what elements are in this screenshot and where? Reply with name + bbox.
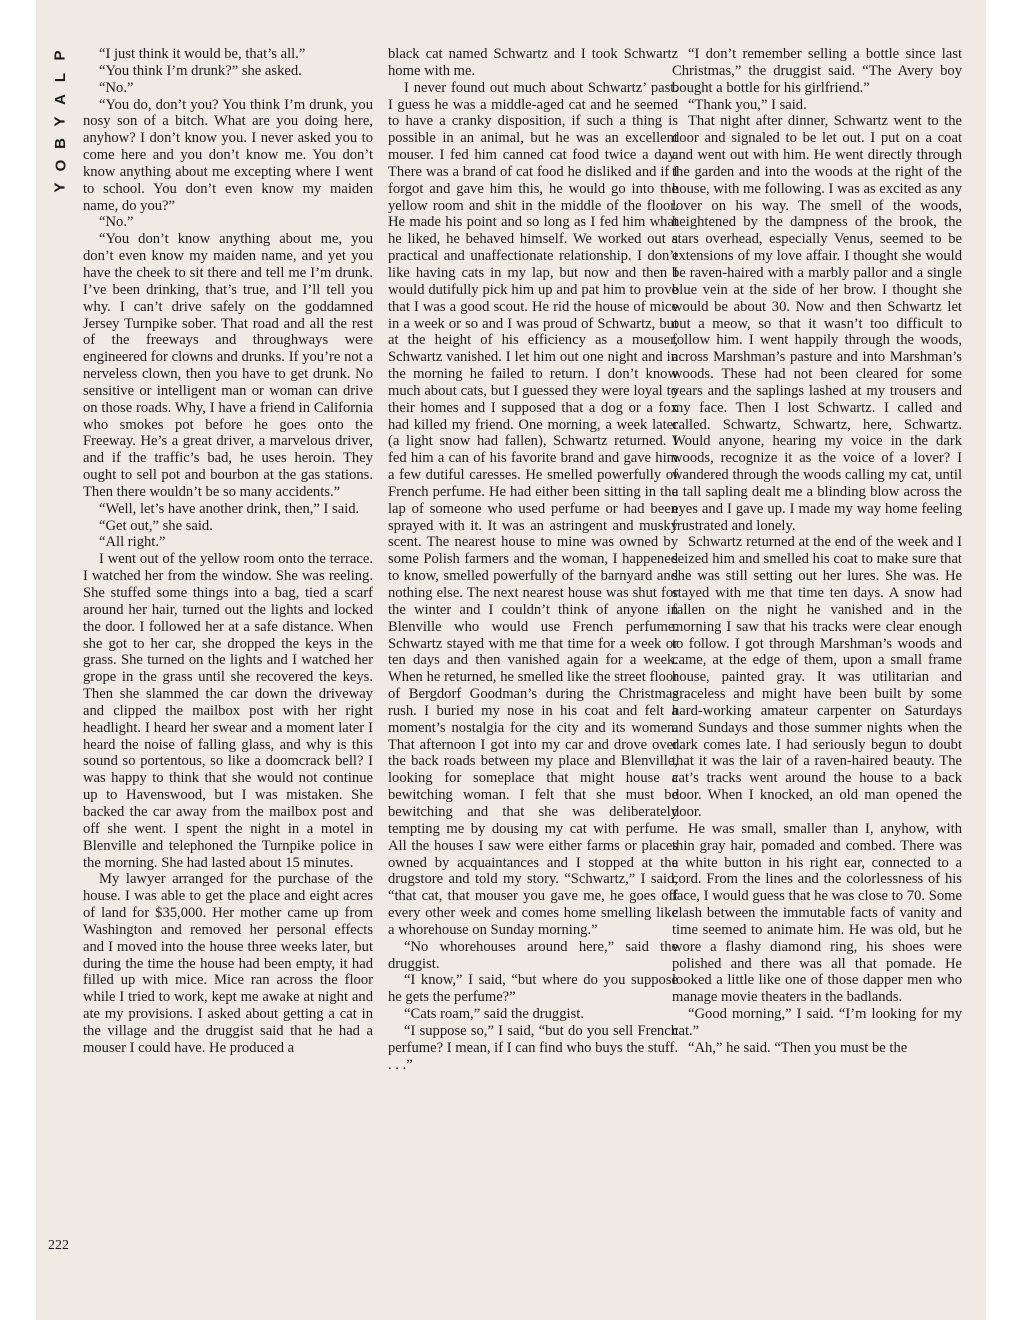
page-number: 222 (48, 1238, 69, 1253)
paragraph: He was small, smaller than I, anyhow, with thin gray hair, pomaded and combed. There was a white button in his right ear, connected to a cord. From the lines and the colorlessness of his face, I would guess that he was close to 70. Some clash between the immutable facts of vanity and time seemed to animate him. He was old, but he wore a flashy diamond ring, his shoes were polished and there was all that pomade. He looked a little like one of those dapper men who manage movie theaters in the badlands. (672, 820, 962, 1006)
paragraph: “You don’t know anything about me, you don’t even know my maiden name, and yet you have the cheek to sit there and tell me I’m drunk. I’ve been drinking, that’s true, and I’ll tell you why. I can’t drive safely on the goddamned Jersey Turnpike sober. That road and all the rest of the freeways and throughways were engineered for clowns and drunks. If you’re not a nerveless clown, then you have to get drunk. No sensitive or intelligent man or woman can drive on those roads. Why, I have a friend in California who smokes pot before he goes onto the Freeway. He’s a great driver, a marvelous driver, and if the traffic’s bad, he uses heroin. They ought to sell pot and bourbon at the gas stations. Then there wouldn’t be so many accidents.” (83, 231, 373, 500)
text-column-2 (388, 46, 678, 1073)
masthead-letter: P (51, 49, 69, 61)
paragraph: My lawyer arranged for the purchase of the house. I was able to get the place and eight acres of land for $35,000. Her mother came up from Washington and removed her personal effects and I moved into the house three weeks later, but during the time the house had been empty, it had filled up with mice. Mice ran across the floor while I tried to work, kept me awake at night and ate my provisions. I asked about getting a cat in the village and the druggist said that he had a mouser I could have. He produced a (83, 871, 373, 1056)
paragraph: That night after dinner, Schwartz went to the door and signaled to be let out. I put on a coat and went out with him. He went directly through the garden and into the woods at the right of the house, with me following. I was as excited as any lover on his way. The smell of the woods, heightened by the dampness of the brook, the stars overhead, especially Venus, seemed to be extensions of my love affair. I thought she would be raven-haired with a marbly pallor and a single blue vein at the side of her brow. I thought she would be about 30. Now and then Schwartz let out a meow, so that it wasn’t too difficult to follow him. I went happily through the woods, across Marshman’s pasture and into Marshman’s woods. These had not been cleared for some years and the saplings lashed at my trousers and my face. Then I lost Schwartz. I called and called. Schwartz, Schwartz, here, Schwartz. Would anyone, hearing my voice in the dark woods, recognize it as the voice of a lover? I wandered through the woods calling my cat, until a tall sapling dealt me a blinding blow across the eyes and I gave up. I made my way home feeling frustrated and lonely. (672, 113, 962, 534)
paragraph: “I don’t remember selling a bottle since last Christmas,” the druggist said. “The Avery boy bought a bottle for his girlfriend.” (672, 46, 962, 96)
paragraph: “Cats roam,” said the druggist. (404, 1006, 584, 1023)
paragraph: I went out of the yellow room onto the terrace. I watched her from the window. She was reeling. She stuffed some things into a bag, tied a scarf around her hair, turned out the lights and locked the door. I followed her at a safe distance. When she got to her car, she dropped the keys in the grass. She turned on the lights and I watched her grope in the grass until she recovered the keys. Then she slammed the car down the driveway and clipped the mailbox post with her right headlight. I heard her swear and a moment later I heard the noise of falling glass, and why is this sound so portentous, so like a doomcrack bell? I was happy to think that she would not continue up to Havenswood, but I was mistaken. She backed the car away from the mailbox post and off she went. I spent the night in a motel in Blenville and telephoned the Turnpike police in the morning. She had lasted about 15 minutes. (83, 551, 373, 871)
paragraph: “You do, don’t you? You think I’m drunk, you nosy son of a bitch. What are you doing here, anyhow? I don’t know you. I never asked you to come here and you don’t know me. You don’t know anything about me excepting where I went to school. You don’t even know my maiden name, do you?” (83, 96, 373, 214)
paragraph: “No.” (99, 214, 134, 231)
paragraph: “No whorehouses around here,” said the druggist. (388, 938, 678, 972)
paragraph: “No.” (99, 79, 134, 96)
paragraph-continued: black cat named Schwartz and I took Schwartz home with me. (388, 46, 678, 79)
masthead-letter: A (52, 93, 69, 105)
paragraph: “Well, let’s have another drink, then,” I said. (99, 500, 360, 517)
magazine-page (36, 0, 986, 1320)
paragraph: “All right.” (99, 534, 166, 551)
paragraph: “Get out,” she said. (99, 517, 213, 534)
paragraph: Schwartz returned at the end of the week and I seized him and smelled his coat to make sure that she was still setting out her lures. She was. He stayed with me that time ten days. A snow had fallen on the night he vanished and in the morning I saw that his tracks were clear enough to follow. I got through Marshman’s woods and came, at the edge of them, upon a small frame house, painted gray. It was utilitarian and graceless and might have been built by some hard-working amateur carpenter on Saturdays and Sundays and those summer nights when the dark comes late. I had seriously begun to doubt that it was the lair of a raven-haired beauty. The cat’s tracks went around the house to a back door. When I knocked, an old man opened the door. (672, 534, 962, 820)
paragraph: I never found out much about Schwartz’ past. I guess he was a middle-aged cat and he seemed to have a cranky disposition, if such a thing is possible in an animal, but he was an excellent mouser. I fed him canned cat food twice a day. There was a brand of cat food he disliked and if I forgot and gave him this, he would go into the yellow room and shit in the middle of the floor. He made his point and so long as I fed him what he liked, he behaved himself. We worked out a practical and unaffectionate relationship. I don’t like having cats in my lap, but now and then I would dutifully pick him up and pat him to prove that I was a good scout. He rid the house of mice in a week or so and I was proud of Schwartz, but at the height of his efficiency as a mouser, Schwartz vanished. I let him out one night and in the morning he failed to return. I don’t know much about cats, but I guessed they were loyal to their homes and I supposed that a dog or a fox had killed my friend. One morning, a week later (a light snow had fallen), Schwartz returned. I fed him a can of his favorite brand and gave him a few dutiful caresses. He smelled powerfully of French perfume. He had either been sitting in the lap of someone who used perfume or had been sprayed with it. It was an astringent and musky scent. The nearest house to mine was owned by some Polish farmers and the woman, I happened to know, smelled powerfully of the barnyard and nothing else. The next nearest house was shut for the winter and I couldn’t think of anyone in Blenville who would use French perfume. Schwartz stayed with me that time for a week or ten days and then vanished again for a week. When he returned, he smelled like the street floor of Bergdorf Goodman’s during the Christmas rush. I buried my nose in his coat and felt a moment’s nostalgia for the city and its women. That afternoon I got into my car and drove over the back roads between my place and Blenville, looking for someplace that might house a bewitching woman. I felt that she must be bewitching and that she was deliberately tempting me by dousing my cat with perfume. All the houses I saw were either farms or places owned by acquaintances and I stopped at the drugstore and told my story. “Schwartz,” I said, “that cat, that mouser you gave me, he goes off every other week and comes home smelling like a whorehouse on Sunday morning.” (388, 79, 678, 938)
paragraph: “I just think it would be, that’s all.” (99, 46, 306, 62)
paragraph: “You think I’m drunk?” she asked. (99, 62, 302, 79)
paragraph: “I know,” I said, “but where do you suppose he gets the perfume?” (388, 972, 678, 1006)
text-column-1 (83, 46, 373, 1057)
masthead-letter: B (52, 137, 69, 149)
masthead-playboy (50, 44, 72, 198)
paragraph: “Ah,” he said. “Then you must be the (688, 1039, 908, 1056)
masthead-letter: Y (51, 181, 69, 193)
paragraph: “I suppose so,” I said, “but do you sell French perfume? I mean, if I can find who buys the stuff. . . .” (388, 1022, 678, 1073)
masthead-letter: L (51, 71, 69, 83)
paragraph: “Thank you,” I said. (688, 96, 807, 113)
paragraph: “Good morning,” I said. “I’m looking for my cat.” (672, 1006, 962, 1039)
masthead-letter: Y (51, 115, 69, 127)
masthead-letter: O (51, 158, 69, 172)
text-column-3 (672, 46, 962, 1057)
